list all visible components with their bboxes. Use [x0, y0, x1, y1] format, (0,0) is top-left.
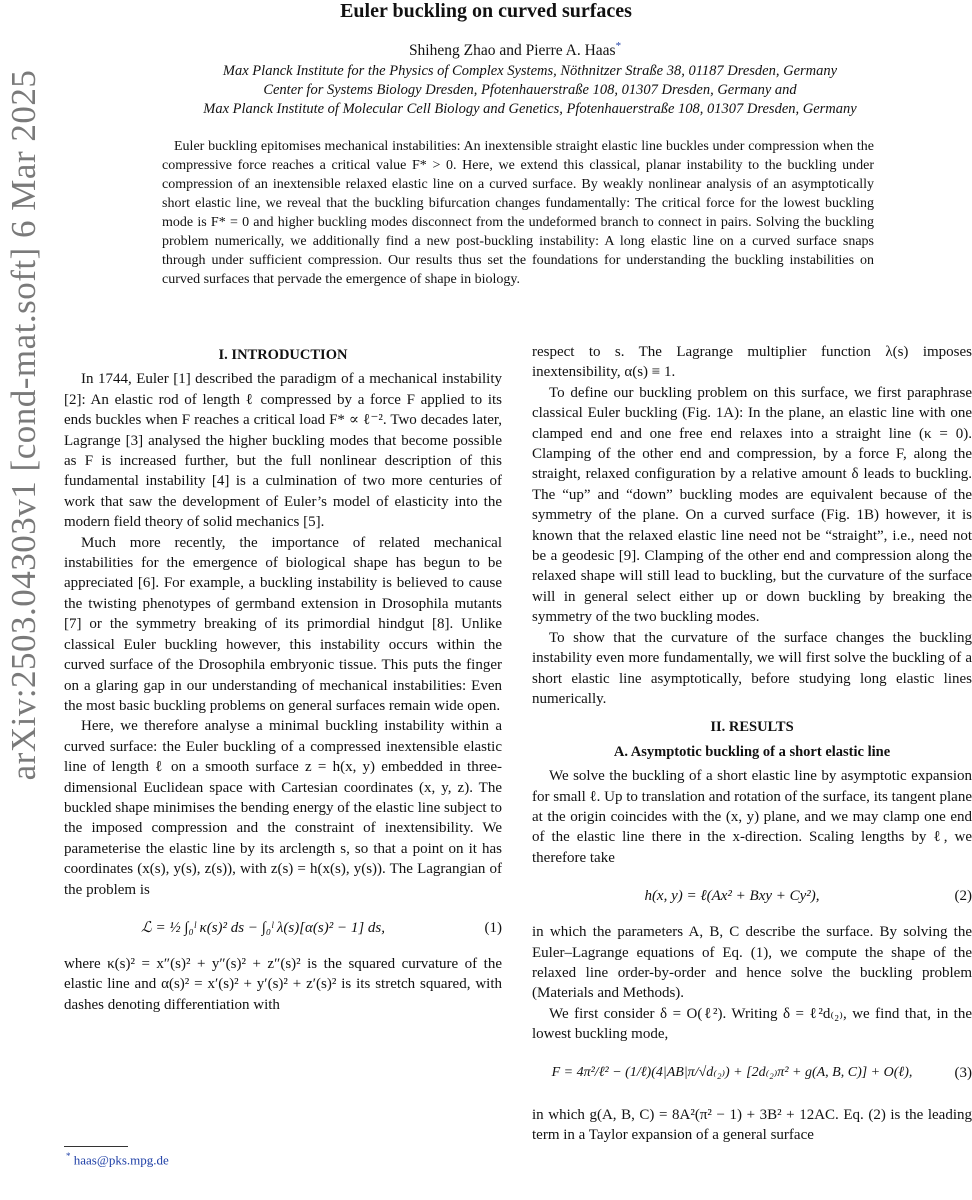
arxiv-sidebar	[4, 69, 44, 781]
right-paragraph-1: To define our buckling problem on this surface, we first paraphrase classical Euler buckling (Fig. 1A): In the plane, an elastic line with one clamped end and one free end relaxes into a straight line (κ = 0). Clamping of the other end and compression, by a force F, along the straight, relaxed configuration by a relative amount δ leads to buckling. The “up” and “down” buckling modes are equivalent because of the symmetry of the plane. On a curved surface (Fig. 1B) however, it is known that the relaxed elastic line need not be “straight”, i.e., need not be a geodesic [9]. Clamping of the other end and compression along the relaxed shape will still lead to buckling, but the curvature of the surface will in general select either up or down buckling by breaking the symmetry of the two buckling modes.	[532, 384, 972, 626]
affiliation-3: Max Planck Institute of Molecular Cell Biology and Genetics, Pfotenhauerstraße 108, 01307 Dresden, Germany	[203, 101, 857, 117]
section-heading-results: II. RESULTS	[710, 719, 794, 736]
section-heading-introduction: I. INTRODUCTION	[218, 347, 348, 363]
right-column	[532, 342, 972, 1145]
author-footnote-mark[interactable]: *	[615, 40, 622, 52]
right-paragraph-5: We first consider δ = O(ℓ²). Writing δ = ℓ²d₍₂₎, we find that, in the lowest buckling mode,	[532, 1005, 972, 1043]
equation-1-number: (1)	[484, 919, 502, 936]
intro-paragraph-4: where κ(s)² = x″(s)² + y″(s)² + z″(s)² is the squared curvature of the elastic line and α(s)² = x′(s)² + y′(s)² + z′(s)² is its stretch squared, with dashes denoting differentiation with	[64, 955, 502, 1013]
right-paragraph-2: To show that the curvature of the surface changes the buckling instability even more fundamentally, we will first solve the buckling of a short elastic line asymptotically, before studying long elastic lines numerically.	[532, 629, 972, 707]
affiliation-2: Center for Systems Biology Dresden, Pfotenhauerstraße 108, 01307 Dresden, Germany and	[263, 82, 797, 98]
subsection-heading-a: A. Asymptotic buckling of a short elastic line	[613, 743, 891, 760]
affiliation-1: Max Planck Institute for the Physics of Complex Systems, Nöthnitzer Straße 38, 01187 Dresden, Germany	[222, 63, 838, 79]
right-paragraph-4: in which the parameters A, B, C describe the surface. By solving the Euler–Lagrange equations of Eq. (1), we compute the shape of the relaxed line order-by-order and hence solve the buckling problem (Materials and Methods).	[532, 924, 972, 1002]
author-line	[0, 40, 972, 60]
equation-2	[532, 878, 972, 912]
equation-3-body: F = 4π²/ℓ² − (1/ℓ)(4|AB|π/√d₍₂₎) + [2d₍₂₎π² + g(A, B, C)] + O(ℓ),	[551, 1064, 913, 1080]
footnote	[66, 1151, 169, 1168]
footnote-mark: *	[66, 1151, 71, 1161]
equation-3-number: (3)	[954, 1064, 972, 1081]
left-column	[64, 345, 502, 1015]
arxiv-identifier: arXiv:2503.04303v1 [cond-mat.soft] 6 Mar 2025	[4, 69, 43, 781]
equation-2-number: (2)	[954, 888, 972, 905]
intro-paragraph-2: Much more recently, the importance of related mechanical instabilities for the emergence of biological shape has begun to be appreciated [6]. For example, a buckling instability is believed to cause the twisting phenotypes of germband extension in Drosophila mutants [7] or the symmetry breaking of its primordial hindgut [8]. Unlike classical Euler buckling however, this instability occurs within the curved surface of the Drosophila embryonic tissue. This puts the finger on a glaring gap in our understanding of mechanical instabilities: Even the most basic buckling problems on general surfaces remain wide open.	[64, 534, 502, 714]
intro-paragraph-1: In 1744, Euler [1] described the paradigm of a mechanical instability [2]: An elastic rod of length ℓ compressed by a force F applied to its ends buckles when F reaches a critical load F* ∝ ℓ⁻². Two decades later, Lagrange [3] analysed the higher buckling modes that become possible as F is increased further, but the full nonlinear description of this fundamental instability [4] is a culmination of two more centuries of work that saw the development of Euler’s model of elasticity into the modern field theory of solid mechanics [5].	[64, 371, 502, 531]
footnote-rule	[64, 1146, 128, 1147]
right-paragraph-3: We solve the buckling of a short elastic line by asymptotic expansion for small ℓ. Up to translation and rotation of the surface, its tangent plane at the origin coincides with the (x, y) plane, and we may clamp one end of the elastic line there in the x-direction. Scaling lengths by ℓ, we therefore take	[532, 768, 972, 866]
paper-title: Euler buckling on curved surfaces	[340, 0, 632, 22]
equation-1-body: ℒ = ½ ∫₀ˡ κ(s)² ds − ∫₀ˡ λ(s)[α(s)² − 1] ds,	[140, 919, 386, 936]
intro-paragraph-3: Here, we therefore analyse a minimal buckling instability within a curved surface: the Euler buckling of a compressed inextensible elastic line of length ℓ on a smooth surface z = h(x, y) embedded in three-dimensional Euclidean space with Cartesian coordinates (x, y, z). The buckled shape minimises the bending energy of the elastic line subject to the imposed compression and the constraint of inextensibility. We parameterise the elastic line by its arclength s, so that a point on it has coordinates (x(s), y(s), z(s)), with z(s) = h(x(s), y(s)). The Lagrangian of the problem is	[64, 718, 502, 898]
footnote-email-link[interactable]: haas@pks.mpg.de	[73, 1152, 169, 1168]
right-paragraph-0: respect to s. The Lagrange multiplier function λ(s) imposes inextensibility, α(s) ≡ 1.	[532, 344, 972, 381]
author-names: Shiheng Zhao and Pierre A. Haas	[408, 42, 616, 60]
equation-2-body: h(x, y) = ℓ(Ax² + Bxy + Cy²),	[644, 888, 820, 905]
abstract: Euler buckling epitomises mechanical instabilities: An inextensible straight elastic line buckles under compression when the compressive force reaches a critical value F* > 0. Here, we extend this classical, planar instability to the buckling under compression of an inextensible relaxed elastic line on a curved surface. By weakly nonlinear analysis of an asymptotically short elastic line, we reveal that the buckling bifurcation changes fundamentally: The critical force for the lowest buckling mode is F* = 0 and higher buckling modes disconnect from the undeformed branch to connect in pairs. Solving the buckling problem numerically, we additionally find a new post-buckling instability: A long elastic line on a curved surface snaps through under sufficient compression. Our results thus set the foundations for understanding the buckling instabilities on curved surfaces that pervade the emergence of shape in biology.	[162, 139, 874, 287]
equation-3	[532, 1055, 972, 1095]
equation-1	[64, 910, 502, 944]
right-paragraph-6: in which g(A, B, C) = 8A²(π² − 1) + 3B² + 12AC. Eq. (2) is the leading term in a Taylor expansion of a general surface	[532, 1106, 972, 1143]
